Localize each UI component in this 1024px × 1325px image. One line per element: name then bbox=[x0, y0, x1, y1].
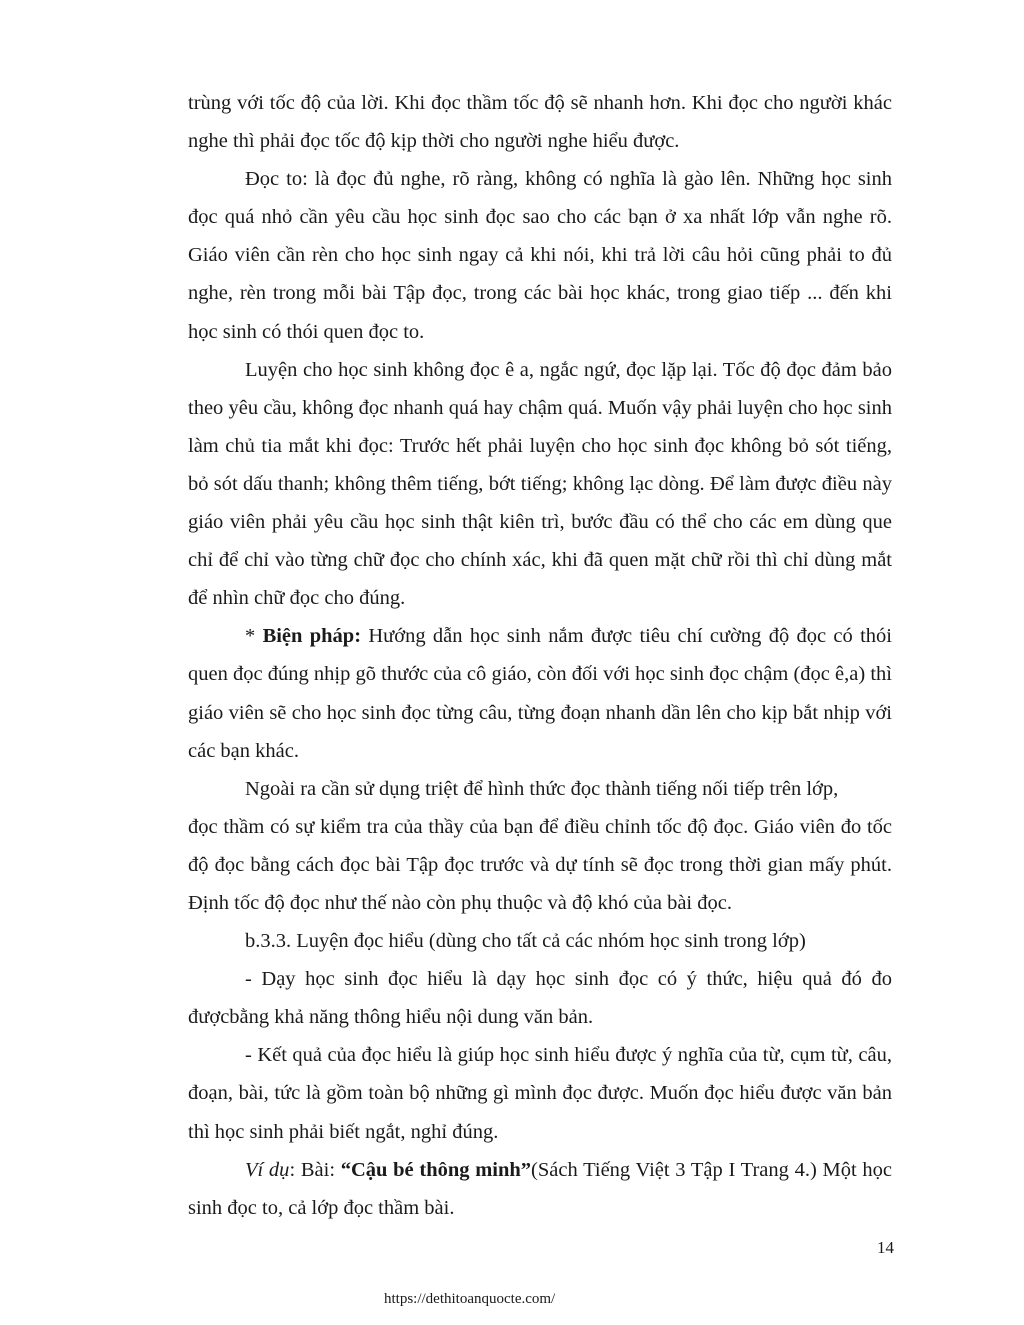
footer-url[interactable]: https://dethitoanquocte.com/ bbox=[384, 1291, 556, 1307]
paragraph-comprehension-2: - Kết quả của đọc hiểu là giúp học sinh hiểu được ý nghĩa của từ, cụm từ, câu, đoạn, bài, tức là gồm toàn bộ những gì mình đọc được. Muốn đọc hiểu được văn bản thì học sinh phải biết ngắt, nghỉ đúng. bbox=[188, 1044, 892, 1143]
measure-label: Biện pháp: bbox=[262, 625, 362, 648]
silent-reading-rest: đọc thầm có sự kiểm tra của thầy của bạn để điều chỉnh tốc độ đọc. Giáo viên đo tốc độ đọc bằng cách đọc bài Tập đọc trước và dự tính sẽ đọc trong thời gian mấy phút. Định tốc độ đọc như thế nào còn phụ thuộc và độ khó của bài đọc. bbox=[188, 815, 892, 914]
example-colon: : Bài: bbox=[289, 1158, 341, 1181]
page-number: 14 bbox=[877, 1238, 894, 1257]
paragraph-reading-aloud: Đọc to: là đọc đủ nghe, rõ ràng, không có nghĩa là gào lên. Những học sinh đọc quá nhỏ cần yêu cầu học sinh đọc sao cho các bạn ở xa nhất lớp vẫn nghe rõ. Giáo viên cần rèn cho học sinh ngay cả khi nói, khi trả lời câu hỏi cũng phải to đủ nghe, rèn trong mỗi bài Tập đọc, trong các bài học khác, trong giao tiếp ... đến khi học sinh có thói quen đọc to. bbox=[188, 168, 892, 343]
measure-text: Hướng dẫn học sinh nắm được tiêu chí cường độ đọc có thói quen đọc đúng nhịp gõ thước của cô giáo, còn đối với học sinh đọc chậm (đọc ê,a) thì giáo viên sẽ cho học sinh đọc từng câu, từng đoạn nhanh dần lên cho kịp bắt nhịp với các bạn khác. bbox=[188, 625, 892, 762]
paragraph-measure bbox=[188, 617, 892, 769]
paragraph-example bbox=[188, 1151, 892, 1227]
paragraph-reading-speed: trùng với tốc độ của lời. Khi đọc thầm tốc độ sẽ nhanh hơn. Khi đọc cho người khác nghe thì phải đọc tốc độ kịp thời cho người nghe hiểu được. bbox=[188, 92, 892, 153]
example-text: (Sách Tiếng Việt 3 Tập I Trang 4.) Một học sinh đọc to, cả lớp đọc thầm bài. bbox=[188, 1158, 892, 1219]
paragraph-comprehension-1: - Dạy học sinh đọc hiểu là dạy học sinh đọc có ý thức, hiệu quả đó đo đượcbằng khả năng thông hiểu nội dung văn bản. bbox=[188, 968, 892, 1029]
silent-reading-line1: Ngoài ra cần sử dụng triệt để hình thức đọc thành tiếng nối tiếp trên lớp, bbox=[245, 777, 839, 800]
section-heading-b333: b.3.3. Luyện đọc hiểu (dùng cho tất cả các nhóm học sinh trong lớp) bbox=[245, 930, 806, 953]
example-title: “Cậu bé thông minh” bbox=[340, 1158, 532, 1181]
example-label: Ví dụ bbox=[245, 1158, 290, 1181]
bullet-star: * bbox=[245, 625, 263, 648]
paragraph-silent-reading bbox=[188, 770, 892, 922]
body-text bbox=[188, 84, 892, 1227]
paragraph-eye-training: Luyện cho học sinh không đọc ê a, ngắc ngứ, đọc lặp lại. Tốc độ đọc đảm bảo theo yêu cầu, không đọc nhanh quá hay chậm quá. Muốn vậy phải luyện cho học sinh làm chủ tia mắt khi đọc: Trước hết phải luyện cho học sinh đọc không bỏ sót tiếng, bỏ sót dấu thanh; không thêm tiếng, bớt tiếng; không lạc dòng. Để làm được điều này giáo viên phải yêu cầu học sinh thật kiên trì, bước đầu có thể cho các em dùng que chỉ để chỉ vào từng chữ đọc cho chính xác, khi đã quen mặt chữ rồi thì chỉ dùng mắt để nhìn chữ đọc cho đúng. bbox=[188, 358, 892, 610]
